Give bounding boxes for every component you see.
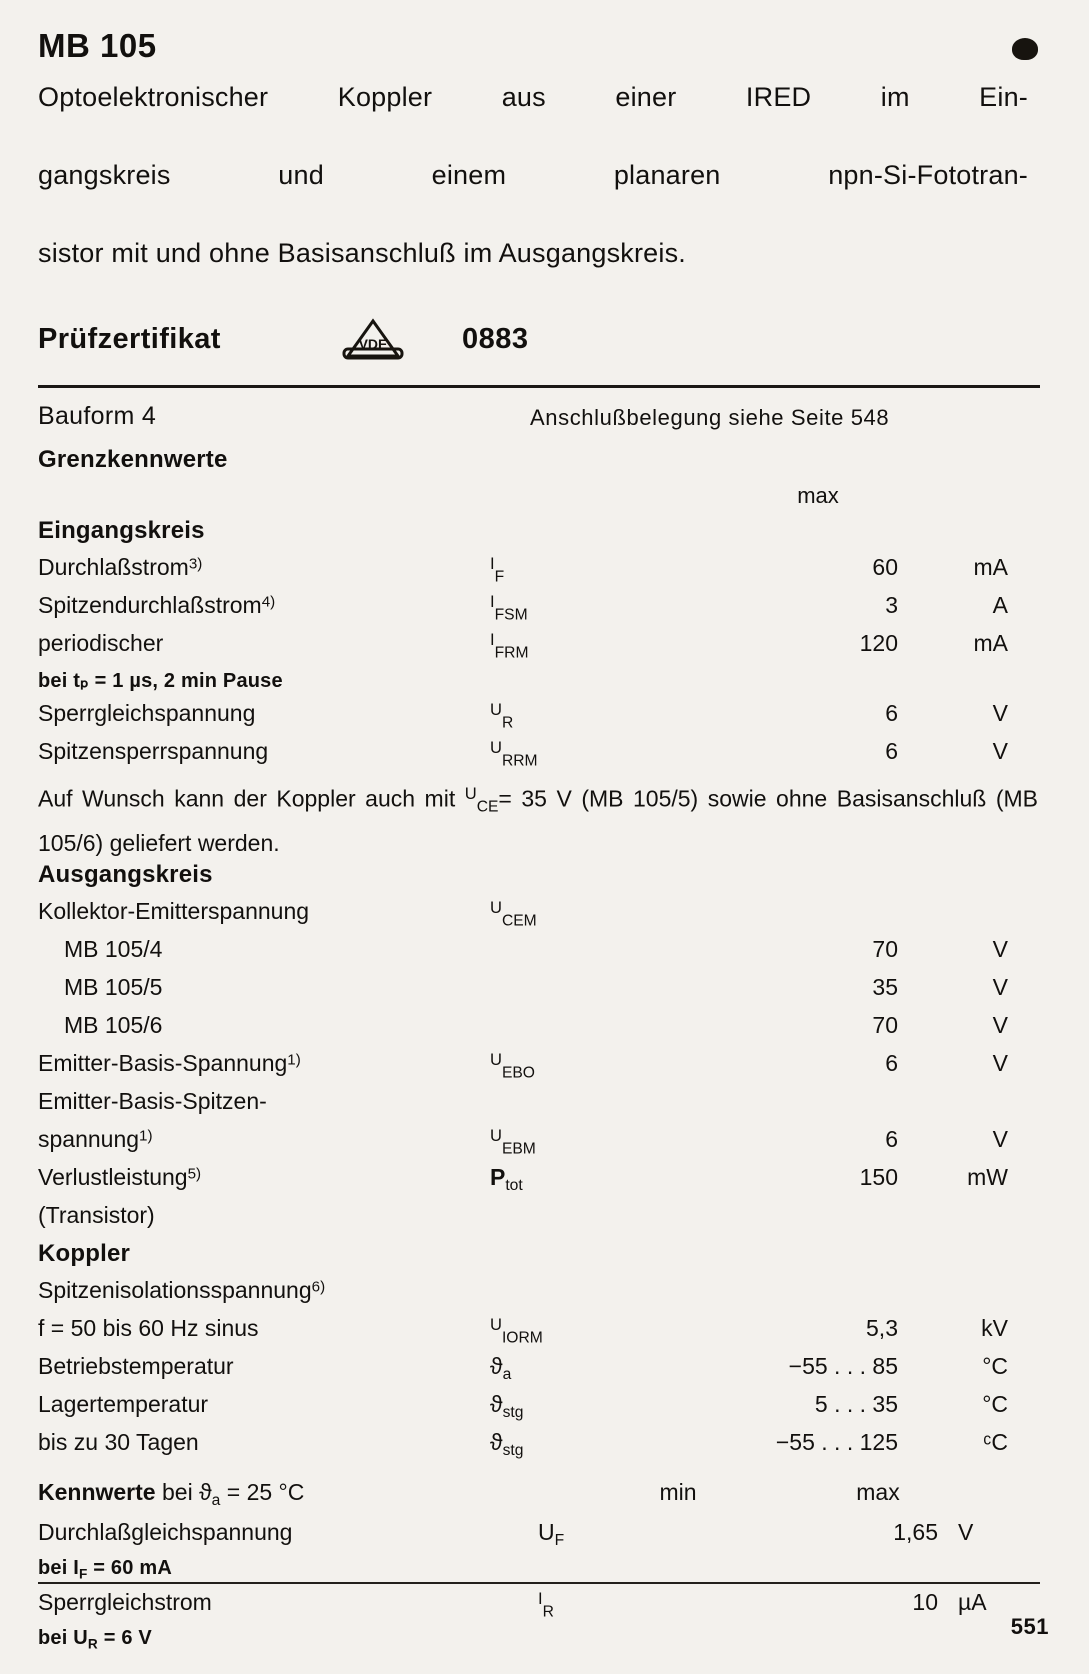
param-name: Durchlaßstrom$^{3)}$ — [38, 554, 203, 580]
param-name: (Transistor) — [38, 1202, 155, 1229]
param-value: 5 . . . 35 — [814, 1391, 898, 1418]
param-unit: V — [992, 1126, 1008, 1153]
param-name: MB 105/4 — [64, 936, 163, 963]
param-symbol: $ϑ_a$ — [490, 1353, 512, 1384]
param-symbol: $^I_F$ — [490, 554, 505, 586]
table-row — [38, 630, 1050, 668]
param-unit: mW — [967, 1164, 1008, 1191]
section-ausgangskreis: Ausgangskreis — [38, 861, 213, 889]
header-divider — [38, 385, 1040, 388]
param-unit: V — [992, 974, 1008, 1001]
paragraph-text-c: Basisanschluß (MB 105/6) geliefert werden. — [38, 785, 1039, 857]
kennwerte-header — [38, 1479, 1050, 1519]
param-unit: mA — [973, 554, 1008, 580]
table-row — [38, 592, 1050, 630]
kennwerte-condition-sub: a — [211, 1492, 221, 1510]
param-name: spannung$^{1)}$ — [38, 1126, 153, 1153]
table-row — [38, 1088, 1050, 1126]
param-value: 6 — [885, 700, 898, 726]
table-row — [38, 738, 1050, 776]
param-unit: V — [992, 700, 1008, 726]
table-row — [38, 1353, 1050, 1391]
table-row — [38, 1126, 1050, 1164]
kennwerte-condition-b: = 25 °C — [226, 1479, 305, 1506]
condition-if-post: = 60 mA — [93, 1557, 172, 1580]
param-symbol: $^U_R$ — [490, 700, 514, 732]
certificate-number: 0883 — [462, 322, 529, 355]
param-symbol: $^U_{RRM}$ — [490, 738, 538, 770]
svg-text:VDE: VDE — [358, 336, 388, 352]
min-label: min — [659, 1479, 697, 1506]
param-unit: µA — [958, 1589, 987, 1616]
param-value: 60 — [872, 554, 898, 580]
condition-ur-note — [38, 1627, 1050, 1659]
param-name: Verlustleistung$^{5)}$ — [38, 1164, 202, 1191]
param-name: Emitter-Basis-Spitzen- — [38, 1088, 267, 1115]
param-symbol: $^I_R$ — [538, 1589, 554, 1621]
param-symbol: $^I_{FSM}$ — [490, 592, 528, 624]
param-value: 6 — [885, 738, 898, 764]
section-grenzkennwerte: Grenzkennwerte — [38, 446, 228, 473]
footer-divider — [38, 1582, 1040, 1584]
anschlussbelegung-note: Anschlußbelegung siehe Seite 548 — [530, 405, 890, 430]
max-column-header — [38, 483, 1050, 517]
table-row — [38, 1589, 1050, 1627]
param-name: Spitzenisolationsspannung$^{6)}$ — [38, 1277, 326, 1304]
param-value: 150 — [859, 1164, 898, 1191]
table-row — [38, 1391, 1050, 1429]
param-unit: mA — [973, 630, 1008, 656]
subtitle-line-2: gangskreis und einem planaren npn-Si-Fototran- — [38, 160, 1028, 190]
vde-mark-icon — [338, 316, 408, 362]
condition-if-sub: F — [79, 1566, 88, 1582]
param-unit: V — [992, 738, 1008, 764]
bauform-label: Bauform 4 — [38, 402, 157, 430]
condition-ur-post: = 6 V — [103, 1627, 152, 1650]
param-value: 120 — [859, 630, 898, 656]
param-value: 5,3 — [866, 1315, 898, 1342]
table-row — [38, 974, 1050, 1012]
param-value: 70 — [872, 1012, 898, 1039]
param-value: 3 — [885, 592, 898, 618]
table-row — [38, 898, 1050, 936]
param-value: −55 . . . 85 — [788, 1353, 898, 1380]
param-unit: V — [992, 1050, 1008, 1077]
param-unit: kV — [981, 1315, 1008, 1342]
table-row — [38, 1050, 1050, 1088]
kennwerte-condition-a: bei — [161, 1479, 193, 1506]
param-name: f = 50 bis 60 Hz sinus — [38, 1315, 259, 1342]
section-koppler: Koppler — [38, 1240, 131, 1268]
paragraph-symbol-sub: CE — [476, 798, 499, 816]
param-symbol: $ϑ_{stg}$ — [490, 1391, 524, 1422]
corner-dot-icon — [1012, 38, 1038, 60]
table-row — [38, 1277, 1050, 1315]
max-label: max — [797, 483, 839, 508]
table-row — [38, 554, 1050, 592]
kennwerte-label: Kennwerte — [38, 1479, 156, 1506]
param-name: bis zu 30 Tagen — [38, 1429, 199, 1456]
param-symbol: $^U_{IORM}$ — [490, 1315, 543, 1347]
param-name: MB 105/5 — [64, 974, 163, 1001]
table-row — [38, 936, 1050, 974]
param-value: 70 — [872, 936, 898, 963]
param-unit: °C — [982, 1353, 1008, 1380]
param-unit: ᶜC — [983, 1429, 1008, 1456]
table-row — [38, 700, 1050, 738]
param-unit: V — [992, 936, 1008, 963]
certificate-label: Prüfzertifikat — [38, 322, 221, 355]
param-name: Betriebstemperatur — [38, 1353, 234, 1380]
param-symbol: $P_{tot}$ — [490, 1164, 523, 1195]
condition-if-pre: bei I — [38, 1557, 80, 1580]
table-row — [38, 1012, 1050, 1050]
paragraph-text-b: = 35 V (MB 105/5) sowie ohne — [498, 785, 828, 812]
table-row — [38, 1164, 1050, 1202]
param-symbol: $ϑ_{stg}$ — [490, 1429, 524, 1460]
page-content — [38, 26, 1050, 1659]
param-value: −55 . . . 125 — [775, 1429, 898, 1456]
param-unit: V — [958, 1519, 974, 1546]
param-value: 35 — [872, 974, 898, 1001]
paragraph-text-a: Auf Wunsch kann der Koppler auch mit — [38, 785, 465, 812]
param-max: 10 — [912, 1589, 938, 1616]
paragraph-symbol: U — [464, 784, 477, 803]
param-name: Spitzensperrspannung — [38, 738, 269, 764]
param-name: periodischer — [38, 630, 164, 656]
param-symbol: $^U_{EBO}$ — [490, 1050, 535, 1082]
subtitle-line-1: Optoelektronischer Koppler aus einer IRED im Ein- — [38, 82, 1028, 112]
table-row — [38, 1315, 1050, 1353]
condition-ur-sub: R — [87, 1636, 98, 1652]
param-name: Sperrgleichstrom — [38, 1589, 212, 1616]
param-name: Emitter-Basis-Spannung$^{1)}$ — [38, 1050, 301, 1077]
page-title: MB 105 — [38, 27, 157, 64]
param-name: Spitzendurchlaßstrom$^{4)}$ — [38, 592, 276, 618]
section-eingangskreis: Eingangskreis — [38, 517, 205, 544]
param-value: 6 — [885, 1126, 898, 1153]
param-unit: °C — [982, 1391, 1008, 1418]
title-row — [38, 26, 1050, 72]
table-row — [38, 1519, 1050, 1557]
param-symbol: $^U_{EBM}$ — [490, 1126, 536, 1158]
param-symbol: $U_F$ — [538, 1519, 565, 1550]
param-name: Lagertemperatur — [38, 1391, 209, 1418]
param-unit: A — [992, 592, 1008, 618]
optional-versions-paragraph — [38, 776, 1038, 861]
param-unit: V — [992, 1012, 1008, 1039]
param-name: Sperrgleichspannung — [38, 700, 256, 726]
param-symbol: $^U_{CEM}$ — [490, 898, 537, 930]
table-row — [38, 1429, 1050, 1467]
max-label-2: max — [856, 1479, 900, 1506]
bauform-row — [38, 402, 1050, 446]
pulse-condition-note: bei tₚ = 1 µs, 2 min Pause — [38, 670, 283, 692]
condition-ur-pre: bei U — [38, 1627, 88, 1650]
page-number: 551 — [1010, 1614, 1049, 1639]
certificate-row — [38, 315, 1050, 363]
param-symbol: $^I_{FRM}$ — [490, 630, 529, 662]
subtitle-line-3: sistor mit und ohne Basisanschluß im Ausgangskreis. — [38, 238, 686, 268]
kennwerte-condition-symbol: ϑ — [199, 1479, 212, 1506]
param-value: 6 — [885, 1050, 898, 1077]
param-name: MB 105/6 — [64, 1012, 163, 1039]
param-max: 1,65 — [893, 1519, 938, 1546]
param-name: Durchlaßgleichspannung — [38, 1519, 293, 1546]
param-name: Kollektor-Emitterspannung — [38, 898, 310, 925]
document-subtitle — [38, 78, 1028, 273]
table-row — [38, 1202, 1050, 1240]
condition-if-note — [38, 1557, 1050, 1589]
